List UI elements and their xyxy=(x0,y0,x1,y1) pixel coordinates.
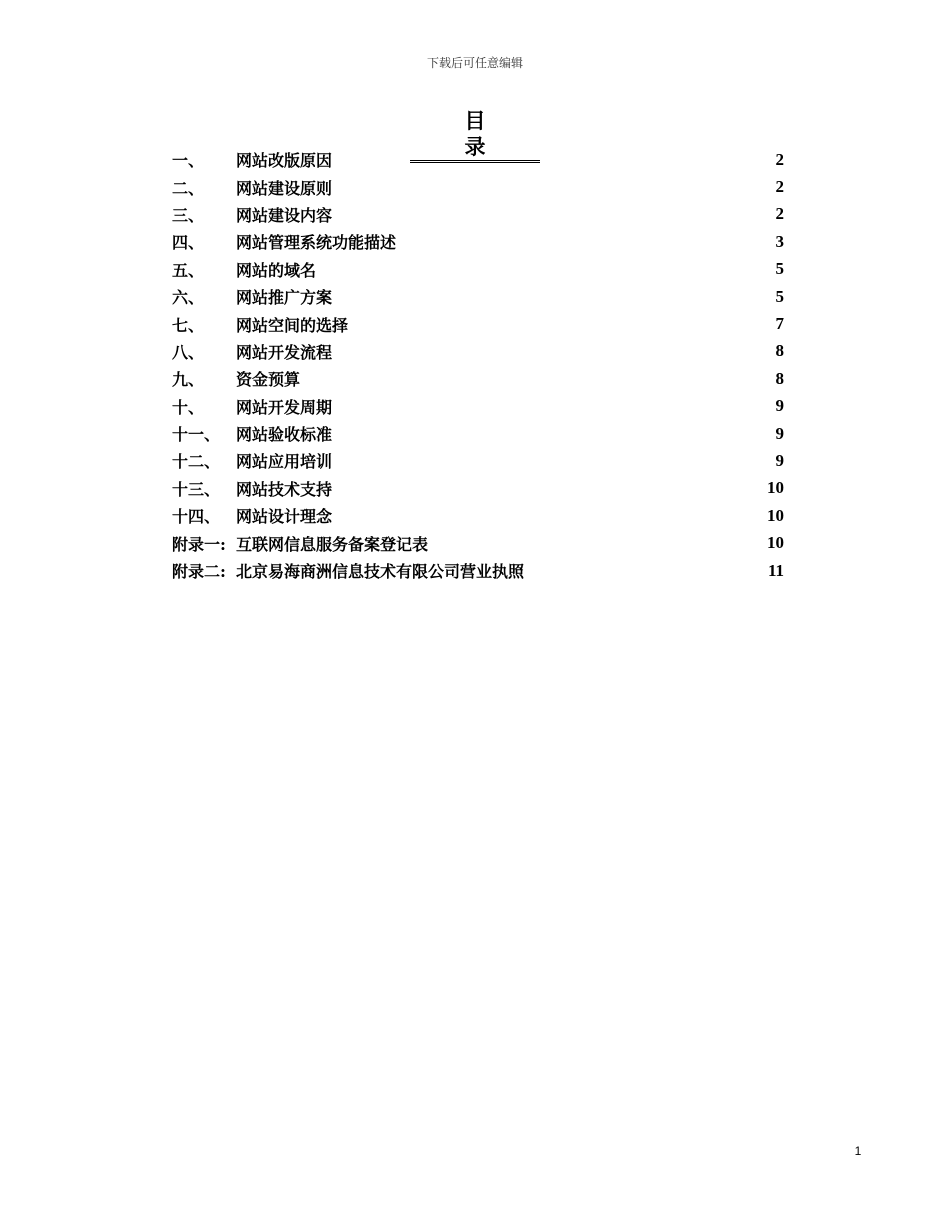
toc-entry[interactable] xyxy=(172,557,784,584)
toc-entry-title: 网站技术支持 xyxy=(236,479,333,499)
toc-entry-title: 网站应用培训 xyxy=(236,452,333,472)
toc-entry-title: 网站建设原则 xyxy=(236,178,333,198)
toc-entry-number: 四、 xyxy=(172,233,205,253)
toc-entry[interactable] xyxy=(172,201,784,228)
toc-entry-page: 10 xyxy=(767,478,784,498)
toc-entry-title: 网站管理系统功能描述 xyxy=(236,233,397,253)
toc-entry-page: 7 xyxy=(775,314,784,334)
toc-entry-page: 10 xyxy=(767,533,784,553)
toc-entry-number: 六、 xyxy=(172,288,205,308)
toc-entry[interactable] xyxy=(172,447,784,474)
toc-entry-title: 网站建设内容 xyxy=(236,205,333,225)
toc-entry[interactable] xyxy=(172,310,784,337)
toc-entry-number: 十、 xyxy=(172,397,205,417)
toc-entry-title: 网站开发周期 xyxy=(236,397,333,417)
toc-entry-page: 8 xyxy=(775,341,784,361)
toc-entry-title: 网站验收标准 xyxy=(236,425,333,445)
toc-entry[interactable] xyxy=(172,173,784,200)
toc-list xyxy=(172,146,784,584)
toc-entry[interactable] xyxy=(172,393,784,420)
toc-entry-number: 七、 xyxy=(172,315,205,335)
toc-entry-page: 8 xyxy=(775,368,784,388)
toc-entry[interactable] xyxy=(172,146,784,173)
toc-entry[interactable] xyxy=(172,529,784,556)
toc-entry-page: 2 xyxy=(775,177,784,197)
toc-entry-page: 5 xyxy=(775,286,784,306)
toc-entry-number: 附录二: xyxy=(172,562,226,582)
toc-entry-title: 网站空间的选择 xyxy=(236,315,349,335)
toc-entry-number: 二、 xyxy=(172,178,205,198)
toc-entry-page: 2 xyxy=(775,204,784,224)
toc-entry-page: 11 xyxy=(767,560,784,580)
toc-entry[interactable] xyxy=(172,502,784,529)
toc-entry-page: 10 xyxy=(767,505,784,525)
toc-entry-number: 十三、 xyxy=(172,479,221,499)
toc-entry-page: 9 xyxy=(775,450,784,470)
toc-entry[interactable] xyxy=(172,256,784,283)
toc-entry[interactable] xyxy=(172,475,784,502)
toc-entry-title: 资金预算 xyxy=(236,370,301,390)
toc-entry[interactable] xyxy=(172,338,784,365)
toc-entry[interactable] xyxy=(172,283,784,310)
toc-entry-title: 互联网信息服务备案登记表 xyxy=(236,534,429,554)
toc-entry-number: 十四、 xyxy=(172,507,221,527)
page-number: 1 xyxy=(854,1144,862,1158)
toc-entry-number: 一、 xyxy=(172,151,205,171)
toc-entry-title: 网站设计理念 xyxy=(236,507,333,527)
toc-entry-number: 十二、 xyxy=(172,452,221,472)
toc-entry-title: 北京易海商洲信息技术有限公司营业执照 xyxy=(236,562,525,582)
toc-entry-page: 5 xyxy=(775,259,784,279)
toc-entry-page: 9 xyxy=(775,423,784,443)
toc-entry-title: 网站推广方案 xyxy=(236,288,333,308)
toc-entry-title: 网站改版原因 xyxy=(236,151,333,171)
toc-entry-number: 九、 xyxy=(172,370,205,390)
toc-entry-page: 9 xyxy=(775,396,784,416)
toc-entry-number: 十一、 xyxy=(172,425,221,445)
toc-entry-number: 三、 xyxy=(172,205,205,225)
header-note: 下载后可任意编辑 xyxy=(426,56,523,70)
toc-entry-number: 八、 xyxy=(172,342,205,362)
toc-entry-number: 五、 xyxy=(172,260,205,280)
toc-entry[interactable] xyxy=(172,420,784,447)
toc-entry-number: 附录一: xyxy=(172,534,226,554)
toc-entry-page: 3 xyxy=(775,231,784,251)
toc-entry-title: 网站的域名 xyxy=(236,260,317,280)
toc-entry-page: 2 xyxy=(775,149,784,169)
toc-title: 目录 xyxy=(410,108,540,163)
toc-entry[interactable] xyxy=(172,365,784,392)
toc-entry-title: 网站开发流程 xyxy=(236,342,333,362)
toc-entry[interactable] xyxy=(172,228,784,255)
